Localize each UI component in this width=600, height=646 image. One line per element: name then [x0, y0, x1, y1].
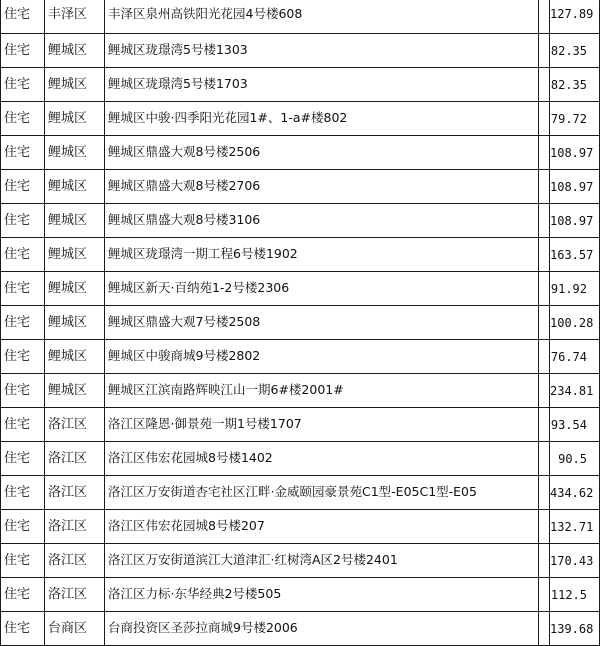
cell-address: 洛江区万安街道杏宅社区江畔·金威颐园豪景苑C1型-E05C1型-E05	[105, 476, 539, 510]
cell-spacer	[539, 340, 550, 374]
cell-address: 洛江区万安街道滨江大道津汇·红树湾A区2号楼2401	[105, 544, 539, 578]
cell-address: 洛江区力标·东华经典2号楼505	[105, 578, 539, 612]
cell-area: 91.92	[550, 272, 600, 306]
cell-spacer	[539, 544, 550, 578]
cell-address: 鲤城区鼎盛大观7号楼2508	[105, 306, 539, 340]
cell-area: 108.97	[550, 170, 600, 204]
cell-area: 127.89	[550, 0, 600, 34]
table-row	[1, 136, 600, 170]
cell-address: 鲤城区江滨南路辉映江山一期6#楼2001#	[105, 374, 539, 408]
cell-spacer	[539, 136, 550, 170]
cell-spacer	[539, 408, 550, 442]
cell-area: 79.72	[550, 102, 600, 136]
cell-district: 洛江区	[45, 510, 105, 544]
cell-address: 洛江区伟宏花园城8号楼1402	[105, 442, 539, 476]
cell-spacer	[539, 612, 550, 646]
cell-address: 鲤城区鼎盛大观8号楼2706	[105, 170, 539, 204]
cell-type: 住宅	[1, 238, 45, 272]
cell-district: 鲤城区	[45, 136, 105, 170]
cell-area: 82.35	[550, 68, 600, 102]
cell-area: 108.97	[550, 136, 600, 170]
cell-area: 132.71	[550, 510, 600, 544]
cell-spacer	[539, 170, 550, 204]
cell-area: 108.97	[550, 204, 600, 238]
cell-district: 鲤城区	[45, 68, 105, 102]
cell-district: 鲤城区	[45, 272, 105, 306]
cell-area: 82.35	[550, 34, 600, 68]
table-row	[1, 374, 600, 408]
cell-address: 丰泽区泉州高铁阳光花园4号楼608	[105, 0, 539, 34]
cell-address: 鲤城区珑璟湾5号楼1303	[105, 34, 539, 68]
cell-spacer	[539, 102, 550, 136]
cell-district: 洛江区	[45, 408, 105, 442]
cell-area: 139.68	[550, 612, 600, 646]
cell-spacer	[539, 272, 550, 306]
cell-area: 434.62	[550, 476, 600, 510]
cell-area: 112.5	[550, 578, 600, 612]
cell-district: 丰泽区	[45, 0, 105, 34]
cell-type: 住宅	[1, 612, 45, 646]
cell-spacer	[539, 0, 550, 34]
cell-spacer	[539, 374, 550, 408]
cell-type: 住宅	[1, 34, 45, 68]
cell-address: 鲤城区鼎盛大观8号楼2506	[105, 136, 539, 170]
cell-type: 住宅	[1, 578, 45, 612]
table-row	[1, 204, 600, 238]
table-row	[1, 476, 600, 510]
cell-district: 洛江区	[45, 442, 105, 476]
cell-spacer	[539, 68, 550, 102]
cell-district: 鲤城区	[45, 204, 105, 238]
table-row	[1, 340, 600, 374]
table-row	[1, 34, 600, 68]
cell-type: 住宅	[1, 544, 45, 578]
cell-district: 鲤城区	[45, 340, 105, 374]
cell-type: 住宅	[1, 68, 45, 102]
cell-district: 鲤城区	[45, 34, 105, 68]
cell-district: 洛江区	[45, 476, 105, 510]
table-row	[1, 102, 600, 136]
table-row	[1, 238, 600, 272]
table-row	[1, 578, 600, 612]
cell-address: 鲤城区鼎盛大观8号楼3106	[105, 204, 539, 238]
cell-type: 住宅	[1, 136, 45, 170]
cell-district: 鲤城区	[45, 374, 105, 408]
cell-spacer	[539, 476, 550, 510]
cell-area: 163.57	[550, 238, 600, 272]
cell-address: 鲤城区珑璟湾一期工程6号楼1902	[105, 238, 539, 272]
cell-district: 鲤城区	[45, 238, 105, 272]
table-row	[1, 68, 600, 102]
table-row	[1, 510, 600, 544]
cell-address: 鲤城区新天·百纳苑1-2号楼2306	[105, 272, 539, 306]
cell-district: 台商区	[45, 612, 105, 646]
cell-spacer	[539, 510, 550, 544]
cell-district: 鲤城区	[45, 170, 105, 204]
cell-spacer	[539, 306, 550, 340]
cell-area: 170.43	[550, 544, 600, 578]
table-row	[1, 170, 600, 204]
cell-area: 90.5	[550, 442, 600, 476]
cell-area: 76.74	[550, 340, 600, 374]
cell-address: 鲤城区中骏商城9号楼2802	[105, 340, 539, 374]
table-row	[1, 272, 600, 306]
cell-address: 台商投资区圣莎拉商城9号楼2006	[105, 612, 539, 646]
cell-area: 234.81	[550, 374, 600, 408]
table-body	[1, 0, 600, 646]
cell-district: 鲤城区	[45, 306, 105, 340]
cell-address: 洛江区伟宏花园城8号楼207	[105, 510, 539, 544]
cell-district: 洛江区	[45, 544, 105, 578]
cell-type: 住宅	[1, 442, 45, 476]
cell-type: 住宅	[1, 340, 45, 374]
cell-type: 住宅	[1, 306, 45, 340]
table-row	[1, 0, 600, 34]
cell-type: 住宅	[1, 272, 45, 306]
table-row	[1, 408, 600, 442]
table-row	[1, 612, 600, 646]
cell-type: 住宅	[1, 476, 45, 510]
cell-district: 洛江区	[45, 578, 105, 612]
cell-address: 洛江区隆恩·御景苑一期1号楼1707	[105, 408, 539, 442]
cell-area: 93.54	[550, 408, 600, 442]
cell-type: 住宅	[1, 204, 45, 238]
cell-spacer	[539, 34, 550, 68]
table-row	[1, 306, 600, 340]
cell-spacer	[539, 578, 550, 612]
cell-type: 住宅	[1, 0, 45, 34]
cell-type: 住宅	[1, 374, 45, 408]
cell-address: 鲤城区珑璟湾5号楼1703	[105, 68, 539, 102]
cell-type: 住宅	[1, 510, 45, 544]
cell-type: 住宅	[1, 408, 45, 442]
cell-district: 鲤城区	[45, 102, 105, 136]
table-row	[1, 442, 600, 476]
cell-spacer	[539, 238, 550, 272]
cell-spacer	[539, 204, 550, 238]
cell-area: 100.28	[550, 306, 600, 340]
cell-spacer	[539, 442, 550, 476]
cell-type: 住宅	[1, 102, 45, 136]
table-row	[1, 544, 600, 578]
cell-address: 鲤城区中骏·四季阳光花园1#、1-a#楼802	[105, 102, 539, 136]
cell-type: 住宅	[1, 170, 45, 204]
